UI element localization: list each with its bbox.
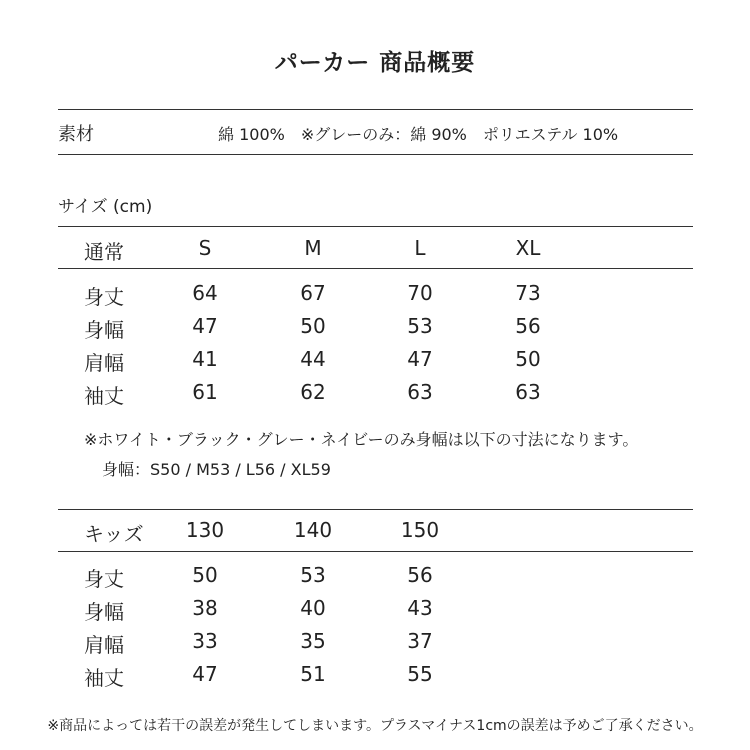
table-cell: 62 bbox=[300, 380, 326, 404]
divider bbox=[58, 509, 693, 510]
table-row-label: 袖丈 bbox=[84, 666, 124, 690]
table-cell: 63 bbox=[407, 380, 433, 404]
note-line: 身幅：S50 / M53 / L56 / XL59 bbox=[102, 460, 331, 479]
table-cell: 53 bbox=[407, 314, 433, 338]
table-cell: 47 bbox=[407, 347, 433, 371]
divider bbox=[58, 226, 693, 227]
table-cell: 55 bbox=[407, 662, 433, 686]
table-header-cell: キッズ bbox=[84, 522, 144, 546]
table-cell: 50 bbox=[192, 563, 218, 587]
table-cell: 56 bbox=[515, 314, 541, 338]
table-row-label: 身丈 bbox=[84, 567, 124, 591]
table-row-label: 身幅 bbox=[84, 318, 124, 342]
table-cell: 63 bbox=[515, 380, 541, 404]
table-cell: 73 bbox=[515, 281, 541, 305]
table-cell: 38 bbox=[192, 596, 218, 620]
table-cell: 33 bbox=[192, 629, 218, 653]
page-title: パーカー 商品概要 bbox=[274, 50, 476, 76]
material-label: 素材 bbox=[58, 124, 94, 145]
table-cell: 64 bbox=[192, 281, 218, 305]
divider bbox=[58, 551, 693, 552]
table-row-label: 肩幅 bbox=[84, 633, 124, 657]
material-value: 綿 100% ※グレーのみ：綿 90% ポリエステル 10% bbox=[218, 125, 619, 144]
table-cell: 44 bbox=[300, 347, 326, 371]
note-line: ※ホワイト・ブラック・グレー・ネイビーのみ身幅は以下の寸法になります。 bbox=[84, 430, 639, 449]
table-header-cell: XL bbox=[515, 236, 541, 260]
table-header-cell: L bbox=[414, 236, 426, 260]
table-header-cell: 140 bbox=[293, 518, 333, 542]
table-cell: 47 bbox=[192, 662, 218, 686]
table-header-cell: 130 bbox=[185, 518, 225, 542]
size-heading: サイズ (cm) bbox=[58, 197, 153, 217]
divider bbox=[58, 268, 693, 269]
table-cell: 50 bbox=[300, 314, 326, 338]
table-cell: 51 bbox=[300, 662, 326, 686]
table-header-cell: S bbox=[198, 236, 212, 260]
table-header-cell: 通常 bbox=[84, 240, 124, 264]
table-cell: 35 bbox=[300, 629, 326, 653]
table-header-cell: 150 bbox=[400, 518, 440, 542]
table-cell: 43 bbox=[407, 596, 433, 620]
divider bbox=[58, 109, 693, 110]
table-cell: 41 bbox=[192, 347, 218, 371]
table-cell: 61 bbox=[192, 380, 218, 404]
divider bbox=[58, 154, 693, 155]
table-row-label: 身幅 bbox=[84, 600, 124, 624]
table-cell: 67 bbox=[300, 281, 326, 305]
table-header-cell: M bbox=[304, 236, 322, 260]
table-row-label: 身丈 bbox=[84, 285, 124, 309]
footnote: ※商品によっては若干の誤差が発生してしまいます。プラスマイナス1cmの誤差は予めご了承ください。 bbox=[47, 718, 703, 734]
table-cell: 37 bbox=[407, 629, 433, 653]
table-cell: 56 bbox=[407, 563, 433, 587]
table-row-label: 肩幅 bbox=[84, 351, 124, 375]
table-row-label: 袖丈 bbox=[84, 384, 124, 408]
table-cell: 40 bbox=[300, 596, 326, 620]
table-cell: 47 bbox=[192, 314, 218, 338]
table-cell: 53 bbox=[300, 563, 326, 587]
table-cell: 70 bbox=[407, 281, 433, 305]
table-cell: 50 bbox=[515, 347, 541, 371]
